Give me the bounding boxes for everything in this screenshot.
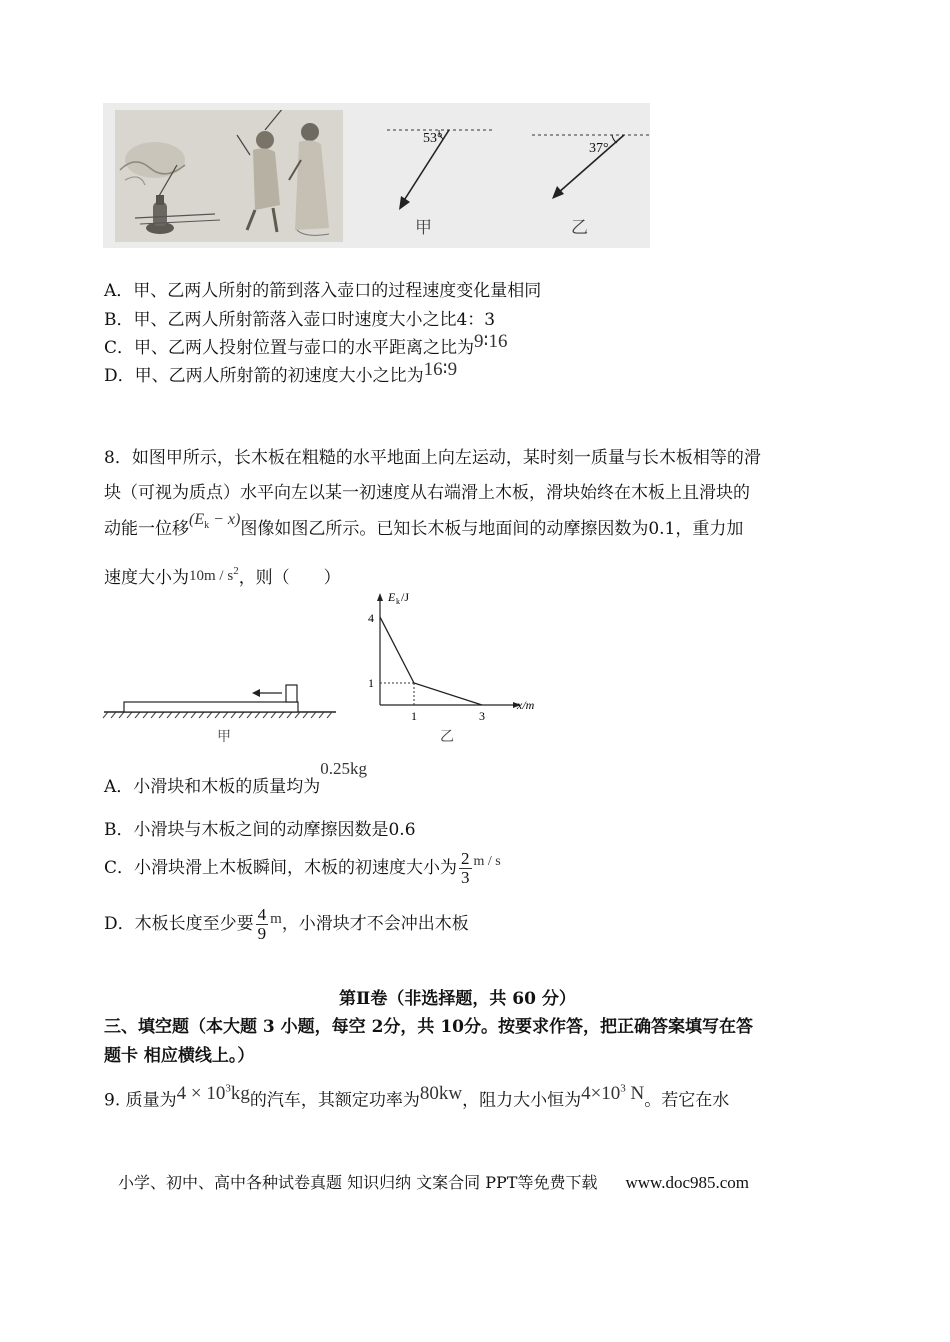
q8-fig-jia-label: 甲 — [217, 729, 231, 745]
section3-heading-line1: 三、填空题（本大题 3 小题，每空 2分，共 10分。按要求作答，把正确答案填写在答 — [104, 1017, 753, 1037]
y-axis-label-sub: k — [396, 597, 400, 606]
footer-url: www.doc985.com — [625, 1173, 750, 1192]
q8-option-d-unit: m — [270, 911, 282, 927]
angle-label-jia: 53° — [423, 131, 443, 146]
q7-option-b: B．甲、乙两人所射箭落入壶口时速度大小之比4：3 — [104, 310, 496, 330]
q9-resistance: $4\times 10^3$ N — [581, 1083, 645, 1105]
painting-illustration — [115, 110, 343, 242]
q8-option-d — [104, 903, 469, 945]
q8-stem-line2: 块（可视为质点）水平向左以某一初速度从右端滑上木板，滑块始终在木板上且滑块的 — [104, 483, 750, 503]
q8-stem-line4-a: 速度大小为 — [104, 568, 189, 588]
q9-text-2: 的汽车，其额定功率为 — [249, 1090, 420, 1111]
q8-stem-line3-a: 动能一位移 — [104, 519, 189, 539]
q8-board-figure — [100, 680, 340, 720]
q8-option-b: B．小滑块与木板之间的动摩擦因数是0.6 — [104, 820, 416, 840]
q7-option-c — [104, 331, 508, 359]
q9-text-4: 。若它在水 — [644, 1090, 730, 1111]
label-yi: 乙 — [571, 218, 588, 238]
x-axis-label: x/m — [517, 698, 535, 712]
ek-series-line — [380, 617, 482, 705]
angle-label-yi: 37° — [589, 141, 609, 156]
q9-mass: $4 \times 10^3kg$ — [176, 1083, 250, 1105]
q9-stem — [104, 1084, 729, 1111]
x-tick-label: 3 — [479, 709, 485, 723]
q7-option-d — [104, 359, 458, 387]
q8-stem-line3-b: 图像如图乙所示。已知长木板与地面间的动摩擦因数为0.1，重力加 — [240, 519, 744, 539]
q8-option-d-tail: ，小滑块才不会冲出木板 — [281, 914, 469, 934]
q8-option-a-text: A．小滑块和木板的质量均为 — [104, 777, 321, 797]
q8-fig-yi-label: 乙 — [440, 729, 454, 745]
q8-gravity-value: $10m / s^2$ — [189, 565, 239, 584]
q7-option-d-text: D．甲、乙两人所射箭的初速度大小之比为 — [104, 366, 424, 386]
q8-stem-line4-b: ，则（ ） — [238, 568, 341, 588]
y-axis-label: E — [388, 590, 396, 604]
q8-option-d-fraction: $\frac{4}{9}$ — [257, 904, 267, 943]
q7-option-d-ratio: 16∶9 — [423, 359, 458, 380]
y-axis-unit: /J — [401, 590, 410, 604]
q8-option-d-text: D．木板长度至少要 — [104, 914, 254, 934]
q8-ek-x-expression: $(E_k - x)$ — [189, 511, 241, 532]
q8-option-a-mass: 0.25kg — [320, 759, 368, 778]
q8-option-c — [104, 848, 501, 888]
q8-ek-x-graph — [355, 585, 545, 730]
footer-text: 小学、初中、高中各种试卷真题 知识归纳 文案合同 PPT等免费下载 — [118, 1173, 598, 1192]
q8-option-c-text: C．小滑块滑上木板瞬间，木板的初速度大小为 — [104, 858, 458, 878]
q8-option-c-fraction: $\frac{2}{3}$ — [461, 848, 470, 887]
y-tick-label: 4 — [368, 611, 374, 625]
q7-option-c-text: C．甲、乙两人投射位置与壶口的水平距离之比为 — [104, 338, 475, 358]
q8-option-c-unit: m / s — [473, 854, 501, 869]
y-axis-arrow — [377, 593, 383, 601]
arrow-diagram-yi — [528, 121, 653, 221]
section2-title: 第Ⅱ卷（非选择题，共 60 分） — [339, 989, 576, 1009]
q8-stem-line3 — [104, 511, 744, 547]
q9-text-1: 9. 质量为 — [104, 1090, 177, 1111]
q9-text-3: ，阻力大小恒为 — [462, 1090, 582, 1111]
q8-stem-line4 — [104, 563, 341, 590]
q8-option-a — [104, 759, 368, 798]
q7-option-a: A．甲、乙两人所射的箭到落入壶口的过程速度变化量相同 — [104, 281, 542, 301]
label-jia: 甲 — [415, 218, 432, 238]
page-footer — [118, 1170, 749, 1193]
section3-heading-line2: 题卡 相应横线上。） — [104, 1046, 255, 1066]
arrow-diagram-jia — [383, 118, 503, 243]
y-tick-label: 1 — [368, 676, 374, 690]
q9-power: 80kw — [419, 1083, 463, 1105]
q8-stem-line1: 8．如图甲所示，长木板在粗糙的水平地面上向左运动，某时刻一质量与长木板相等的滑 — [104, 448, 761, 468]
q7-figure — [103, 103, 650, 248]
x-tick-label: 1 — [411, 709, 417, 723]
q7-option-c-ratio: 9∶16 — [474, 331, 508, 352]
